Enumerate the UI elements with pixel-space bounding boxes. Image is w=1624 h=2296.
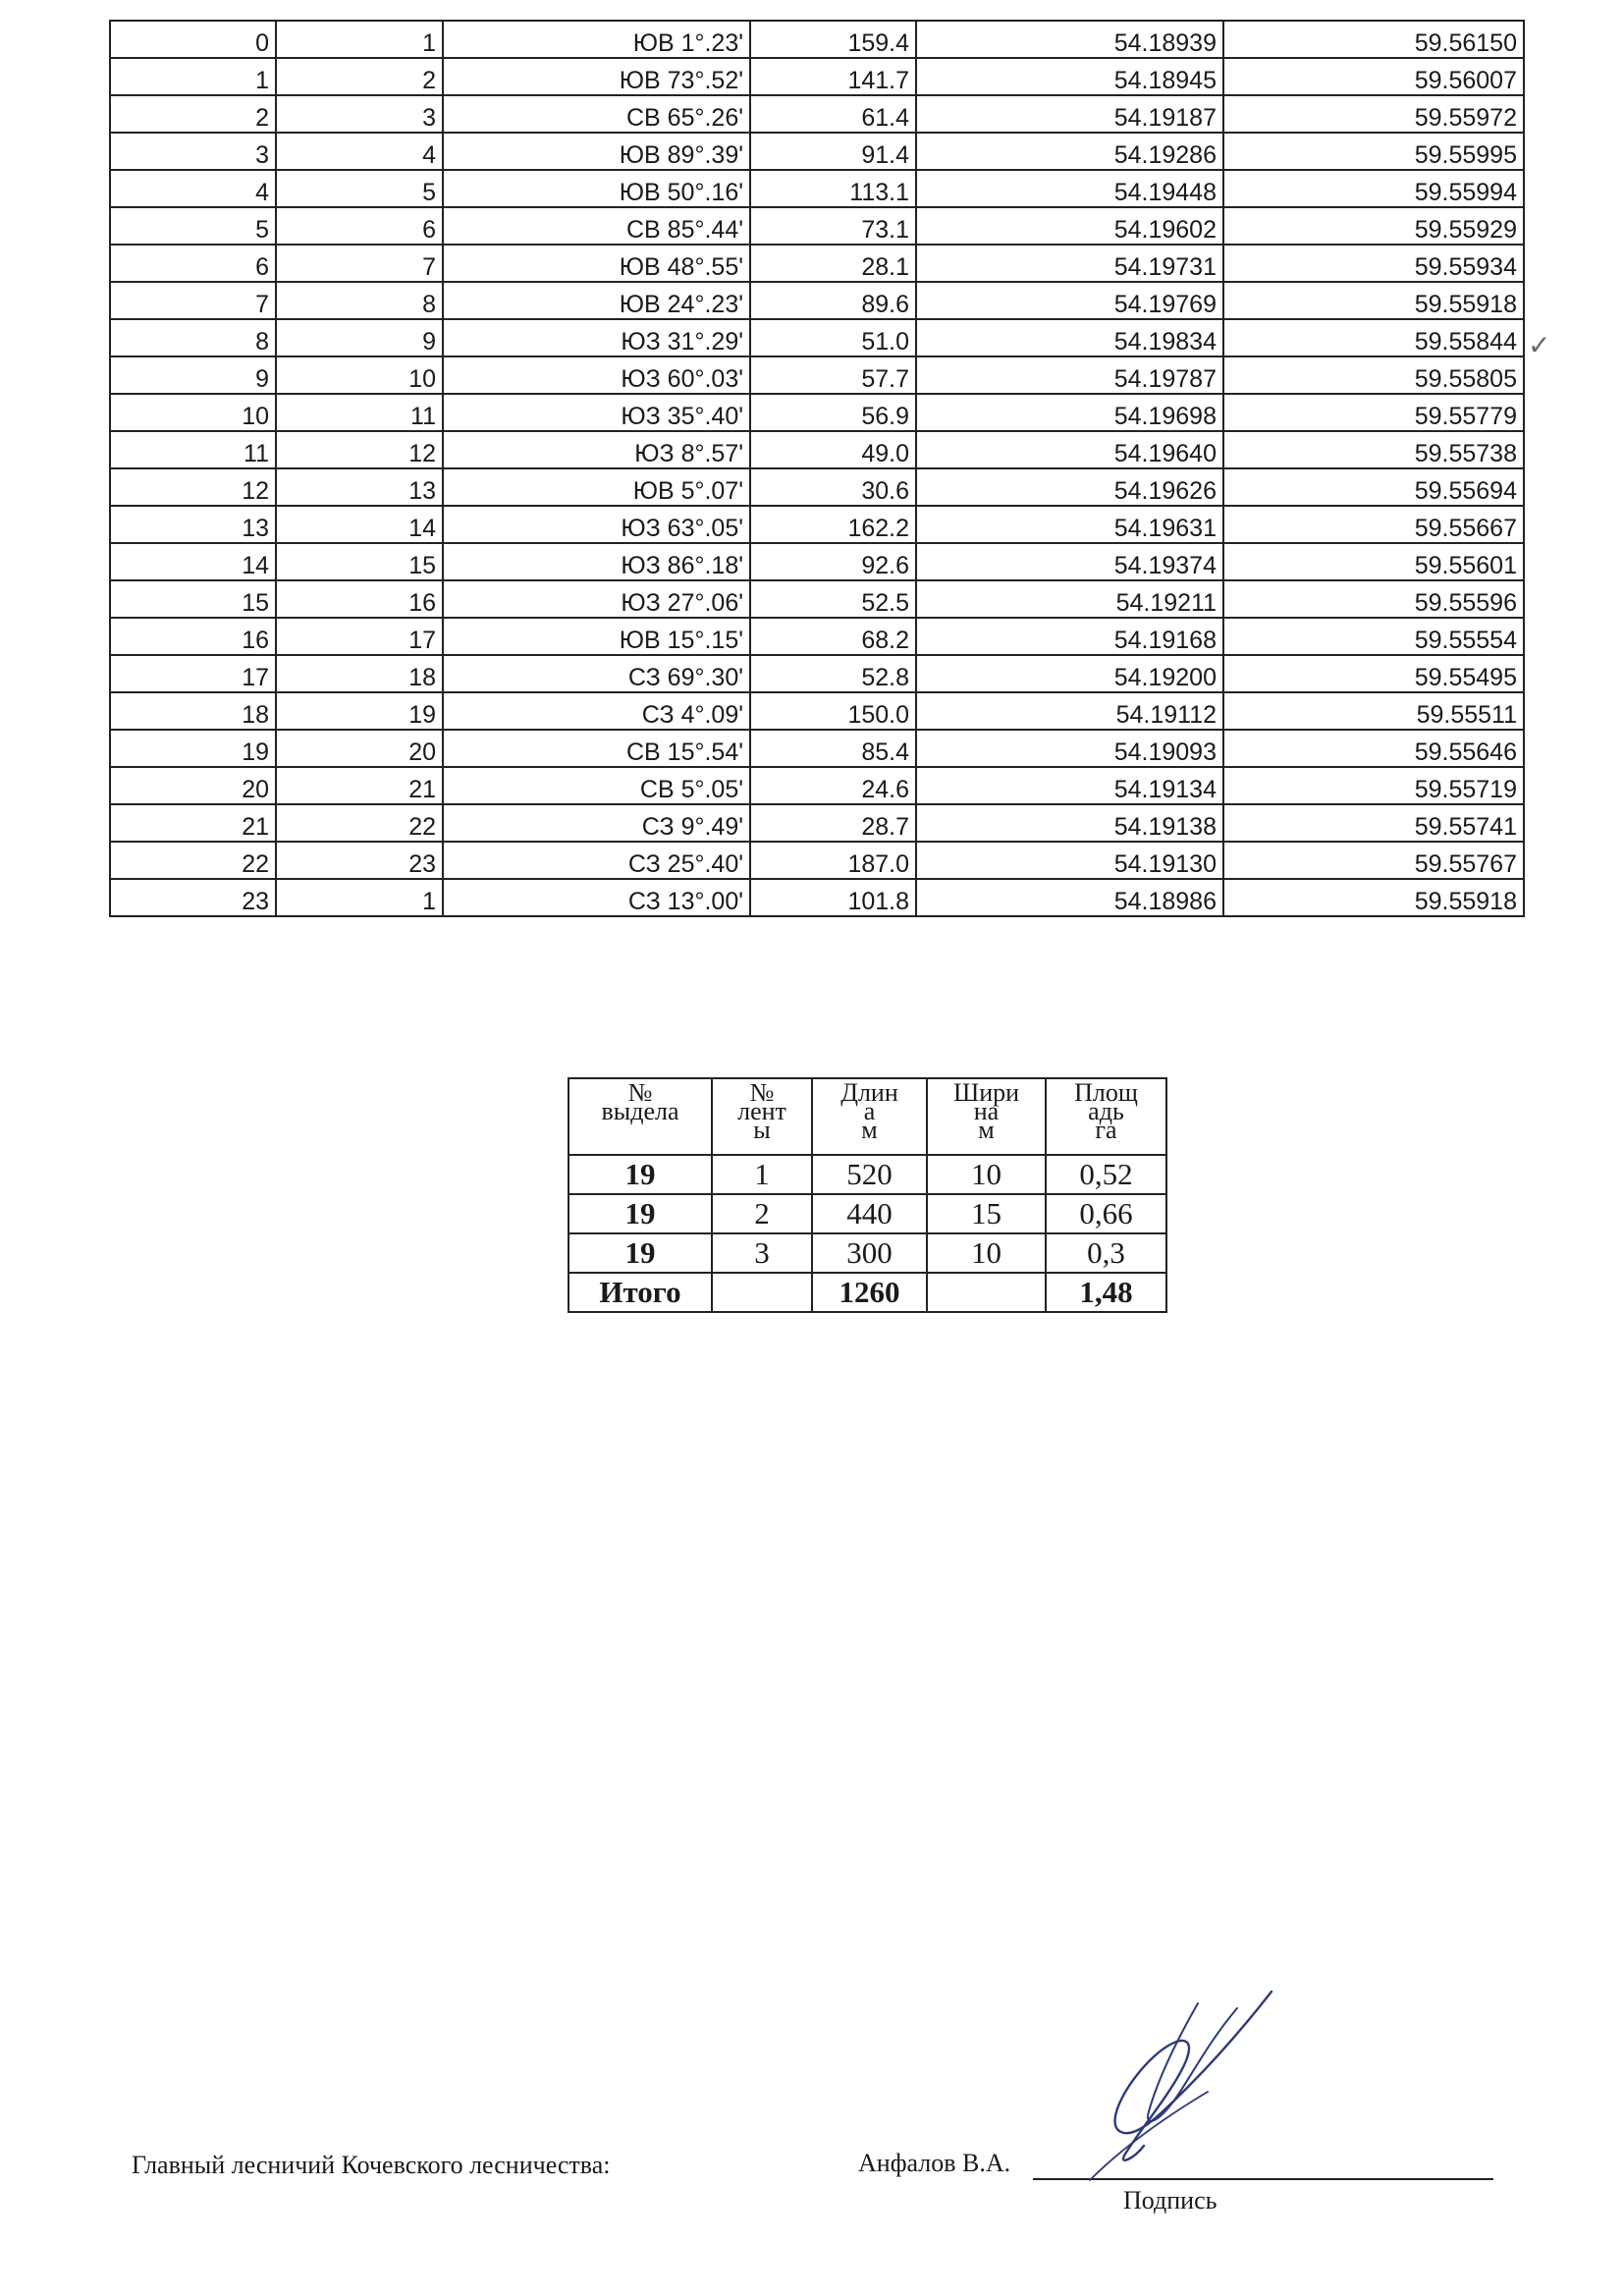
to-point-cell: 15 — [276, 543, 443, 580]
longitude-cell: 59.55972 — [1223, 95, 1524, 133]
bearing-cell: СВ 15°.54' — [443, 730, 750, 767]
from-point-cell: 19 — [110, 730, 276, 767]
summary-row — [568, 1233, 1166, 1273]
distance-cell: 150.0 — [750, 692, 916, 730]
latitude-cell: 54.19731 — [916, 245, 1223, 282]
distance-cell: 89.6 — [750, 282, 916, 319]
distance-cell: 92.6 — [750, 543, 916, 580]
latitude-cell: 54.19138 — [916, 804, 1223, 842]
latitude-cell: 54.19112 — [916, 692, 1223, 730]
coordinates-row — [110, 730, 1524, 767]
latitude-cell: 54.19448 — [916, 170, 1223, 207]
longitude-cell: 59.55918 — [1223, 879, 1524, 916]
bearing-cell: СЗ 9°.49' — [443, 804, 750, 842]
coordinates-row — [110, 655, 1524, 692]
latitude-cell: 54.19168 — [916, 618, 1223, 655]
area-cell: 0,66 — [1046, 1194, 1166, 1233]
longitude-cell: 59.56007 — [1223, 58, 1524, 95]
bearing-cell: СЗ 69°.30' — [443, 655, 750, 692]
to-point-cell: 5 — [276, 170, 443, 207]
signature-caption: Подпись — [1123, 2186, 1218, 2214]
coordinates-row — [110, 618, 1524, 655]
to-point-cell: 11 — [276, 394, 443, 431]
from-point-cell: 13 — [110, 506, 276, 543]
bearing-cell: ЮВ 15°.15' — [443, 618, 750, 655]
from-point-cell: 6 — [110, 245, 276, 282]
coordinates-row — [110, 394, 1524, 431]
summary-table — [568, 1077, 1167, 1313]
distance-cell: 187.0 — [750, 842, 916, 879]
coordinates-row — [110, 58, 1524, 95]
position-label: Главный лесничий Кочевского лесничества: — [132, 2151, 611, 2179]
distance-cell: 28.7 — [750, 804, 916, 842]
strip-number-cell: 1 — [712, 1155, 812, 1194]
distance-cell: 141.7 — [750, 58, 916, 95]
bearing-cell: СВ 65°.26' — [443, 95, 750, 133]
distance-cell: 24.6 — [750, 767, 916, 804]
strip-number-cell: 3 — [712, 1233, 812, 1273]
from-point-cell: 5 — [110, 207, 276, 245]
check-mark: ✓ — [1528, 330, 1551, 360]
to-point-cell: 4 — [276, 133, 443, 170]
bearing-cell: ЮЗ 27°.06' — [443, 580, 750, 618]
area-cell: 0,52 — [1046, 1155, 1166, 1194]
to-point-cell: 17 — [276, 618, 443, 655]
signer-name: Анфалов В.А. — [858, 2149, 1011, 2177]
area-cell: 0,3 — [1046, 1233, 1166, 1273]
total-empty-cell — [927, 1273, 1046, 1312]
to-point-cell: 10 — [276, 356, 443, 394]
longitude-cell: 59.55929 — [1223, 207, 1524, 245]
from-point-cell: 8 — [110, 319, 276, 356]
coordinates-row — [110, 207, 1524, 245]
bearing-cell: СЗ 25°.40' — [443, 842, 750, 879]
bearing-cell: ЮЗ 60°.03' — [443, 356, 750, 394]
to-point-cell: 3 — [276, 95, 443, 133]
bearing-cell: СВ 85°.44' — [443, 207, 750, 245]
to-point-cell: 9 — [276, 319, 443, 356]
distance-cell: 51.0 — [750, 319, 916, 356]
from-point-cell: 22 — [110, 842, 276, 879]
coordinates-row — [110, 879, 1524, 916]
plot-number-cell: 19 — [568, 1155, 712, 1194]
longitude-cell: 59.55554 — [1223, 618, 1524, 655]
longitude-cell: 59.56150 — [1223, 21, 1524, 58]
bearing-cell: ЮВ 50°.16' — [443, 170, 750, 207]
to-point-cell: 2 — [276, 58, 443, 95]
plot-number-cell: 19 — [568, 1194, 712, 1233]
longitude-cell: 59.55719 — [1223, 767, 1524, 804]
coordinates-row — [110, 804, 1524, 842]
longitude-cell: 59.55918 — [1223, 282, 1524, 319]
length-cell: 300 — [812, 1233, 927, 1273]
coordinates-row — [110, 245, 1524, 282]
longitude-cell: 59.55844 — [1223, 319, 1524, 356]
from-point-cell: 16 — [110, 618, 276, 655]
coordinates-row — [110, 580, 1524, 618]
distance-cell: 73.1 — [750, 207, 916, 245]
from-point-cell: 21 — [110, 804, 276, 842]
to-point-cell: 23 — [276, 842, 443, 879]
to-point-cell: 18 — [276, 655, 443, 692]
distance-cell: 85.4 — [750, 730, 916, 767]
distance-cell: 57.7 — [750, 356, 916, 394]
latitude-cell: 54.19211 — [916, 580, 1223, 618]
coordinates-row — [110, 842, 1524, 879]
bearing-cell: ЮВ 48°.55' — [443, 245, 750, 282]
coordinates-row — [110, 95, 1524, 133]
longitude-cell: 59.55511 — [1223, 692, 1524, 730]
bearing-cell: ЮЗ 63°.05' — [443, 506, 750, 543]
latitude-cell: 54.19626 — [916, 468, 1223, 506]
from-point-cell: 14 — [110, 543, 276, 580]
summary-header-length: Длин а м — [812, 1078, 927, 1155]
distance-cell: 113.1 — [750, 170, 916, 207]
bearing-cell: СЗ 4°.09' — [443, 692, 750, 730]
distance-cell: 61.4 — [750, 95, 916, 133]
to-point-cell: 13 — [276, 468, 443, 506]
longitude-cell: 59.55601 — [1223, 543, 1524, 580]
to-point-cell: 22 — [276, 804, 443, 842]
latitude-cell: 54.19834 — [916, 319, 1223, 356]
coordinates-row — [110, 506, 1524, 543]
latitude-cell: 54.18939 — [916, 21, 1223, 58]
to-point-cell: 12 — [276, 431, 443, 468]
from-point-cell: 1 — [110, 58, 276, 95]
to-point-cell: 7 — [276, 245, 443, 282]
latitude-cell: 54.18945 — [916, 58, 1223, 95]
from-point-cell: 11 — [110, 431, 276, 468]
distance-cell: 162.2 — [750, 506, 916, 543]
longitude-cell: 59.55994 — [1223, 170, 1524, 207]
coordinates-table — [109, 20, 1525, 917]
distance-cell: 30.6 — [750, 468, 916, 506]
coordinates-row — [110, 21, 1524, 58]
distance-cell: 101.8 — [750, 879, 916, 916]
bearing-cell: ЮЗ 86°.18' — [443, 543, 750, 580]
from-point-cell: 12 — [110, 468, 276, 506]
from-point-cell: 18 — [110, 692, 276, 730]
longitude-cell: 59.55667 — [1223, 506, 1524, 543]
from-point-cell: 15 — [110, 580, 276, 618]
bearing-cell: ЮЗ 31°.29' — [443, 319, 750, 356]
summary-header-row — [568, 1078, 1166, 1155]
from-point-cell: 9 — [110, 356, 276, 394]
coordinates-table-body — [110, 21, 1524, 916]
longitude-cell: 59.55694 — [1223, 468, 1524, 506]
distance-cell: 28.1 — [750, 245, 916, 282]
from-point-cell: 7 — [110, 282, 276, 319]
coordinates-row — [110, 133, 1524, 170]
bearing-cell: ЮВ 5°.07' — [443, 468, 750, 506]
longitude-cell: 59.55995 — [1223, 133, 1524, 170]
latitude-cell: 54.19602 — [916, 207, 1223, 245]
bearing-cell: ЮВ 89°.39' — [443, 133, 750, 170]
distance-cell: 52.8 — [750, 655, 916, 692]
length-cell: 440 — [812, 1194, 927, 1233]
strip-number-cell: 2 — [712, 1194, 812, 1233]
longitude-cell: 59.55495 — [1223, 655, 1524, 692]
to-point-cell: 8 — [276, 282, 443, 319]
longitude-cell: 59.55741 — [1223, 804, 1524, 842]
latitude-cell: 54.18986 — [916, 879, 1223, 916]
summary-row — [568, 1155, 1166, 1194]
to-point-cell: 1 — [276, 21, 443, 58]
latitude-cell: 54.19640 — [916, 431, 1223, 468]
coordinates-row — [110, 431, 1524, 468]
longitude-cell: 59.55646 — [1223, 730, 1524, 767]
bearing-cell: ЮЗ 35°.40' — [443, 394, 750, 431]
distance-cell: 159.4 — [750, 21, 916, 58]
latitude-cell: 54.19286 — [916, 133, 1223, 170]
to-point-cell: 16 — [276, 580, 443, 618]
to-point-cell: 14 — [276, 506, 443, 543]
from-point-cell: 20 — [110, 767, 276, 804]
longitude-cell: 59.55767 — [1223, 842, 1524, 879]
latitude-cell: 54.19187 — [916, 95, 1223, 133]
longitude-cell: 59.55596 — [1223, 580, 1524, 618]
coordinates-row — [110, 692, 1524, 730]
latitude-cell: 54.19631 — [916, 506, 1223, 543]
latitude-cell: 54.19093 — [916, 730, 1223, 767]
longitude-cell: 59.55805 — [1223, 356, 1524, 394]
bearing-cell: СВ 5°.05' — [443, 767, 750, 804]
summary-header-width: Шири на м — [927, 1078, 1046, 1155]
longitude-cell: 59.55738 — [1223, 431, 1524, 468]
latitude-cell: 54.19200 — [916, 655, 1223, 692]
bearing-cell: ЮВ 1°.23' — [443, 21, 750, 58]
distance-cell: 68.2 — [750, 618, 916, 655]
latitude-cell: 54.19698 — [916, 394, 1223, 431]
to-point-cell: 21 — [276, 767, 443, 804]
latitude-cell: 54.19769 — [916, 282, 1223, 319]
distance-cell: 91.4 — [750, 133, 916, 170]
longitude-cell: 59.55934 — [1223, 245, 1524, 282]
coordinates-row — [110, 319, 1524, 356]
distance-cell: 49.0 — [750, 431, 916, 468]
from-point-cell: 3 — [110, 133, 276, 170]
coordinates-row — [110, 468, 1524, 506]
to-point-cell: 20 — [276, 730, 443, 767]
latitude-cell: 54.19374 — [916, 543, 1223, 580]
coordinates-row — [110, 767, 1524, 804]
from-point-cell: 10 — [110, 394, 276, 431]
width-cell: 15 — [927, 1194, 1046, 1233]
bearing-cell: ЮЗ 8°.57' — [443, 431, 750, 468]
summary-header-strip-number: № лент ы — [712, 1078, 812, 1155]
from-point-cell: 17 — [110, 655, 276, 692]
bearing-cell: ЮВ 73°.52' — [443, 58, 750, 95]
summary-row — [568, 1194, 1166, 1233]
from-point-cell: 2 — [110, 95, 276, 133]
length-cell: 520 — [812, 1155, 927, 1194]
summary-header-plot-number: № выдела — [568, 1078, 712, 1155]
coordinates-row — [110, 170, 1524, 207]
to-point-cell: 19 — [276, 692, 443, 730]
latitude-cell: 54.19134 — [916, 767, 1223, 804]
total-empty-cell — [712, 1273, 812, 1312]
total-area-cell: 1,48 — [1046, 1273, 1166, 1312]
latitude-cell: 54.19130 — [916, 842, 1223, 879]
coordinates-row — [110, 356, 1524, 394]
bearing-cell: СЗ 13°.00' — [443, 879, 750, 916]
from-point-cell: 4 — [110, 170, 276, 207]
coordinates-row — [110, 543, 1524, 580]
summary-header-area: Площ адь га — [1046, 1078, 1166, 1155]
handwritten-signature — [1051, 1984, 1306, 2190]
bearing-cell: ЮВ 24°.23' — [443, 282, 750, 319]
width-cell: 10 — [927, 1155, 1046, 1194]
to-point-cell: 1 — [276, 879, 443, 916]
distance-cell: 52.5 — [750, 580, 916, 618]
width-cell: 10 — [927, 1233, 1046, 1273]
to-point-cell: 6 — [276, 207, 443, 245]
total-length-cell: 1260 — [812, 1273, 927, 1312]
plot-number-cell: 19 — [568, 1233, 712, 1273]
distance-cell: 56.9 — [750, 394, 916, 431]
from-point-cell: 23 — [110, 879, 276, 916]
latitude-cell: 54.19787 — [916, 356, 1223, 394]
summary-total-row — [568, 1273, 1166, 1312]
coordinates-row — [110, 282, 1524, 319]
longitude-cell: 59.55779 — [1223, 394, 1524, 431]
total-label-cell: Итого — [568, 1273, 712, 1312]
summary-table-body — [568, 1155, 1166, 1312]
from-point-cell: 0 — [110, 21, 276, 58]
